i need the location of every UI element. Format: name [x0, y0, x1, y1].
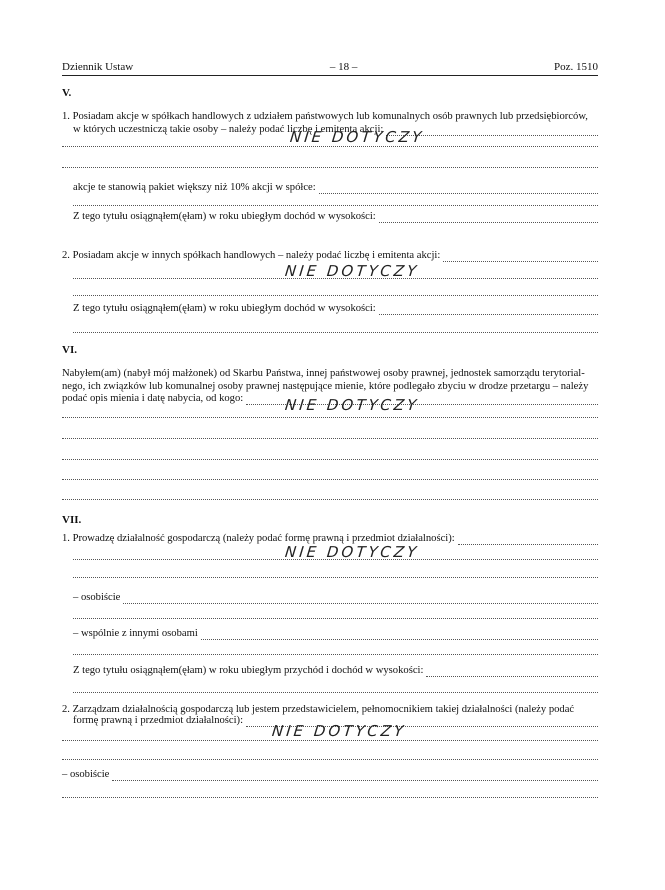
answer-line[interactable]: [73, 278, 598, 279]
v-item1-stake: [73, 182, 598, 194]
handwritten-answer: NIE DOTYCZY: [289, 128, 426, 146]
answer-line[interactable]: [73, 205, 598, 206]
text: 1. Posiadam akcje w spółkach handlowych z udziałem państwowych lub komunalnych osób prawnych lub przedsiębiorców,: [62, 111, 588, 122]
answer-line[interactable]: [62, 759, 598, 760]
handwritten-answer: NIE DOTYCZY: [271, 722, 408, 740]
text: – wspólnie z innymi osobami: [73, 628, 198, 639]
text: – osobiście: [62, 769, 110, 780]
text: Z tego tytułu osiągnąłem(ęłam) w roku ubiegłym dochód w wysokości:: [73, 211, 376, 222]
v-item2-income: [73, 303, 598, 315]
section-v-title: V.: [62, 87, 72, 99]
v-item2-line: [62, 250, 598, 262]
answer-line[interactable]: [62, 167, 598, 168]
v-item1-line1: [62, 111, 598, 123]
answer-line[interactable]: [62, 438, 598, 439]
handwritten-answer: NIE DOTYCZY: [284, 543, 421, 561]
vi-line2: nego, ich związków lub komunalnej osoby prawnej następujące mienie, które podlegało zbyciu w drodze przetargu – należy: [62, 381, 589, 392]
journal-title: Dziennik Ustaw: [62, 61, 134, 73]
answer-line[interactable]: [62, 459, 598, 460]
answer-field[interactable]: [201, 630, 598, 640]
answer-line[interactable]: [73, 559, 598, 560]
text: Z tego tytułu osiągnąłem(ęłam) w roku ubiegłym dochód w wysokości:: [73, 303, 376, 314]
text: – osobiście: [73, 592, 121, 603]
v-item1-income: [73, 211, 598, 223]
answer-line[interactable]: [73, 654, 598, 655]
text: 1. Prowadzę działalność gospodarczą (należy podać formę prawną i przedmiot działalności):: [62, 533, 455, 544]
answer-field[interactable]: [426, 667, 598, 677]
answer-line[interactable]: [62, 797, 598, 798]
vii-item1-income: [73, 665, 598, 677]
answer-line[interactable]: [62, 479, 598, 480]
answer-line[interactable]: [62, 499, 598, 500]
answer-field[interactable]: [458, 535, 598, 545]
vi-line1: Nabyłem(am) (nabył mój małżonek) od Skarbu Państwa, innej państwowej osoby prawnej, jednostek samorządu terytorial-: [62, 368, 585, 379]
text: w których uczestniczą takie osoby – należy podać liczbę i emitenta akcji:: [73, 124, 384, 135]
text: 2. Posiadam akcje w innych spółkach handlowych – należy podać liczbę i emitenta akcji:: [62, 250, 441, 261]
text: akcje te stanowią pakiet większy niż 10% akcji w spółce:: [73, 182, 316, 193]
handwritten-answer: NIE DOTYCZY: [284, 396, 421, 414]
page-header: [62, 61, 598, 73]
answer-line[interactable]: [62, 146, 598, 147]
vii-personally: [73, 592, 598, 604]
answer-field[interactable]: [379, 213, 598, 223]
text: Z tego tytułu osiągnąłem(ęłam) w roku ubiegłym przychód i dochód w wysokości:: [73, 665, 424, 676]
vii-item2-personally: [62, 769, 598, 781]
header-rule: [62, 75, 598, 76]
section-vi-title: VI.: [62, 344, 77, 356]
answer-field[interactable]: [123, 594, 598, 604]
answer-line[interactable]: [73, 618, 598, 619]
page-number: – 18 –: [329, 61, 358, 73]
answer-field[interactable]: [112, 771, 598, 781]
answer-line[interactable]: [73, 295, 598, 296]
answer-line[interactable]: [62, 417, 598, 418]
answer-field[interactable]: [443, 252, 598, 262]
answer-line[interactable]: [62, 740, 598, 741]
answer-field[interactable]: [379, 305, 598, 315]
vii-jointly: [73, 628, 598, 640]
answer-line[interactable]: [73, 332, 598, 333]
section-vii-title: VII.: [62, 514, 82, 526]
vii-item2-line1: 2. Zarządzam działalnością gospodarczą lub jestem przedstawicielem, pełnomocnikiem takiej działalności (należy podać: [62, 704, 575, 715]
answer-line[interactable]: [73, 692, 598, 693]
text: formę prawną i przedmiot działalności):: [73, 715, 244, 726]
handwritten-answer: NIE DOTYCZY: [284, 262, 421, 280]
position-number: Poz. 1510: [554, 61, 598, 73]
answer-field[interactable]: [319, 184, 598, 194]
text: podać opis mienia i datę nabycia, od kogo:: [62, 393, 244, 404]
answer-line[interactable]: [73, 577, 598, 578]
